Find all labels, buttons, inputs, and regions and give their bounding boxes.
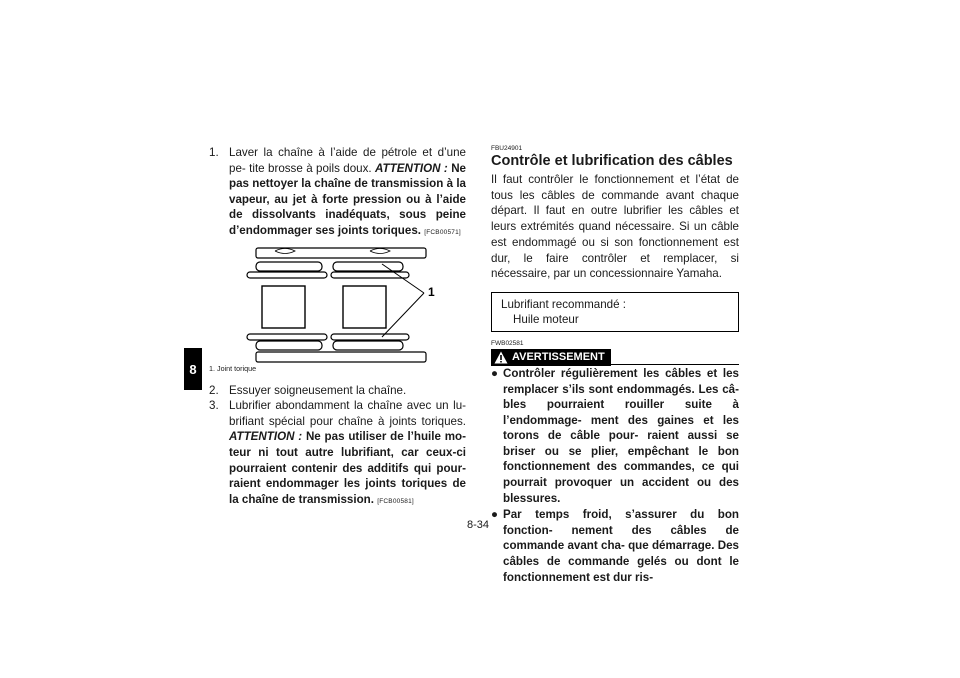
lubricant-value: Huile moteur bbox=[513, 312, 579, 326]
warning-rule bbox=[611, 364, 739, 365]
right-column bbox=[491, 145, 739, 585]
intro-paragraph: Il faut contrôler le fonctionnement et l’état de tous les câbles de commande avant chaque départ. Il faut en outre lubrifier les câbles et leurs extrémités quand nécessaire. Si un câble est endommagé ou si son fonctionnement est dur, le faire contrôler et remplacer, si nécessaire, par un concessionnaire Yamaha. bbox=[491, 173, 739, 281]
o-ring-chain-illustration bbox=[209, 246, 466, 364]
callout-number: 1 bbox=[428, 284, 435, 299]
left-column bbox=[209, 145, 466, 509]
step-text: Lubrifier abondamment la chaîne avec un lu- brifiant spécial pour chaîne à joints toriques. bbox=[229, 399, 466, 428]
warning-header bbox=[491, 349, 739, 366]
section-tab: 8 bbox=[184, 348, 202, 390]
chain-diagram bbox=[209, 246, 466, 364]
bullet-dot-icon: ● bbox=[491, 366, 499, 380]
attention-label: ATTENTION : bbox=[375, 161, 448, 175]
step-text: Essuyer soigneusement la chaîne. bbox=[229, 383, 407, 397]
section-code: FBU24901 bbox=[491, 145, 523, 152]
step-number: 2. bbox=[209, 383, 219, 397]
page-number: 8-34 bbox=[467, 519, 490, 531]
figure-caption: 1. Joint torique bbox=[209, 363, 257, 373]
warning-badge bbox=[491, 349, 611, 366]
attention-text: Ne pas nettoyer la chaîne de transmission à la vapeur, au jet à forte pression ou à l’aide de dissolvants inadéquats, sous peine d’endommager ses joints toriques. bbox=[229, 161, 467, 237]
warning-code: FWB02581 bbox=[491, 339, 524, 347]
step-2 bbox=[209, 383, 466, 399]
recommended-lubricant-box bbox=[491, 292, 739, 332]
step-text: Laver la chaîne à l’aide de pétrole et d’une pe- tite brosse à poils doux. bbox=[229, 146, 466, 175]
warning-bullet: ● Contrôler régulièrement les câbles et les remplacer s’ils sont endommagés. Les câ- bles pourraient rouiller suite à l’endommage- ment des gaines et les torons de câble pour- raient aussi se briser ou se plier, empêchant le bon fonctionnement des commandes, ce qui pourrait provoquer un accident ou des blessures. bbox=[491, 366, 739, 505]
bullet-dot-icon: ● bbox=[491, 508, 499, 522]
reference-code: [FCB00581] bbox=[377, 497, 414, 505]
reference-code: [FCB00571] bbox=[424, 228, 461, 236]
section-title: Contrôle et lubrification des câbles bbox=[491, 153, 733, 169]
step-3 bbox=[209, 398, 466, 509]
step-number: 1. bbox=[209, 146, 219, 159]
step-number: 3. bbox=[209, 399, 219, 413]
attention-text: Ne pas utiliser de l’huile mo- teur ni tout autre lubrifiant, car ceux-ci pourraient contenir des additifs qui pour- raient endommager les joints toriques de la chaîne de transmission. bbox=[229, 430, 466, 506]
lubricant-label: Lubrifiant recommandé : bbox=[501, 297, 627, 311]
attention-label: ATTENTION : bbox=[229, 430, 303, 444]
step-1 bbox=[209, 145, 466, 241]
warning-label: AVERTISSEMENT bbox=[512, 351, 605, 364]
warning-triangle-icon bbox=[494, 351, 508, 364]
warning-bullet: ● Par temps froid, s’assurer du bon fonction- nement des câbles de commande avant cha- que démarrage. Des câbles de commande gelés ou dont le fonctionnement est dur ris- bbox=[491, 508, 739, 584]
